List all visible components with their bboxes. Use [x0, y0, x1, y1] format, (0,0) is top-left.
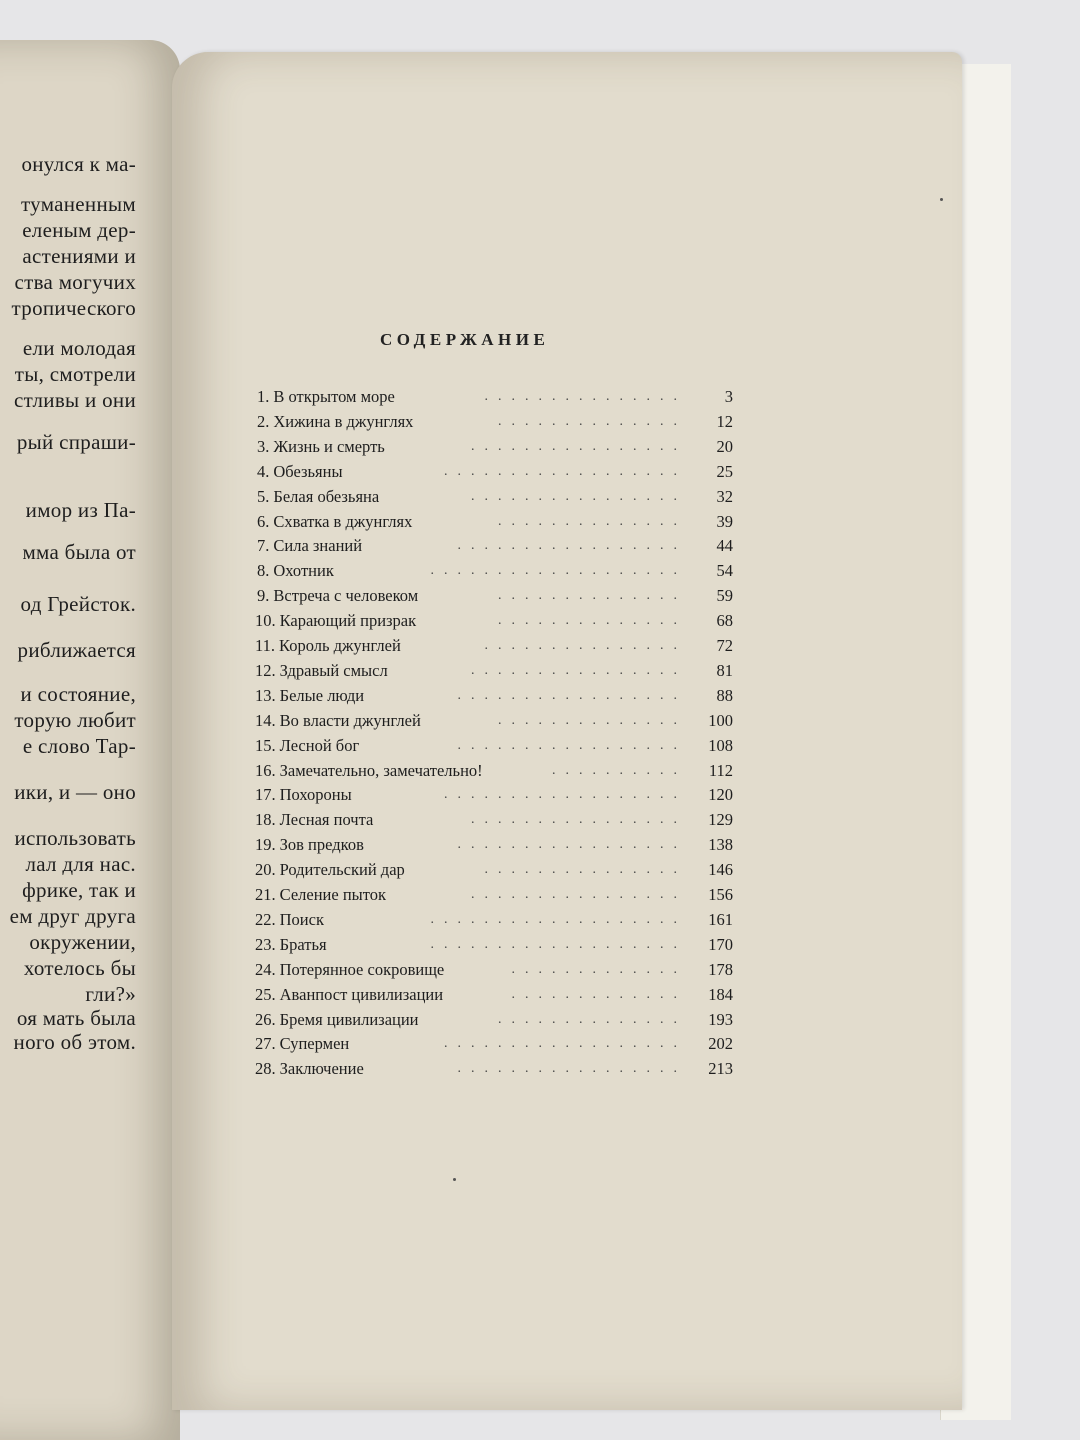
toc-entry-number: 10.: [255, 611, 276, 631]
toc-entry-page: 72: [716, 636, 733, 655]
toc-entry-title: Поиск: [279, 909, 324, 929]
toc-entry-page: 112: [708, 760, 733, 780]
left-page-line: лал для нас.: [25, 852, 136, 876]
toc-entry-title: Король джунглей: [279, 636, 401, 655]
toc-entry-number: 22.: [255, 909, 276, 929]
toc-entry: [255, 485, 733, 509]
toc-entry: [255, 1032, 733, 1056]
toc-entry-number: 7.: [257, 536, 270, 556]
toc-entry-page: 146: [708, 860, 733, 880]
toc-entry-page: 44: [716, 536, 733, 556]
toc-leader-dots: ..............: [498, 613, 687, 629]
left-page-line: ели молодая: [22, 336, 136, 360]
toc-entry-title: Заключение: [279, 1059, 364, 1079]
toc-entry-title: Замечательно, замечательно!: [279, 760, 483, 780]
toc-entry-page: 193: [708, 1009, 733, 1029]
toc-entry-page: 178: [708, 959, 733, 979]
toc-entry-page: 88: [716, 685, 733, 705]
toc-entry: [255, 783, 733, 807]
toc-entry: [255, 634, 733, 658]
toc-entry-number: 9.: [257, 586, 270, 606]
toc-leader-dots: .................: [457, 1061, 687, 1077]
toc-entry-number: 17.: [255, 785, 276, 805]
toc-entry-page: 120: [708, 785, 733, 805]
toc-entry-number: 28.: [255, 1059, 276, 1079]
left-page-line: гли?»: [85, 982, 136, 1006]
left-page-line: торую любит: [14, 708, 136, 732]
toc-entry: [255, 460, 733, 484]
toc-entry-page: 25: [716, 461, 733, 481]
left-page-line: ства могучих: [14, 270, 136, 294]
paper-speck: [940, 198, 943, 201]
toc-entry-title: Белая обезьяна: [273, 486, 380, 506]
toc-entry-number: 23.: [255, 934, 276, 954]
toc-entry-number: 14.: [255, 710, 276, 730]
toc-leader-dots: ...................: [430, 563, 687, 579]
toc-entry: [255, 833, 733, 857]
left-page-line: тропического: [11, 296, 136, 320]
toc-leader-dots: ..............: [498, 712, 687, 728]
left-page-line: имор из Па-: [25, 498, 136, 522]
toc-entry: [255, 908, 733, 932]
left-page-line: ем друг друга: [9, 904, 136, 928]
toc-entry-page: 138: [708, 835, 733, 855]
toc-leader-dots: .............: [511, 961, 687, 977]
toc-entry-title: Аванпост цивилизации: [279, 984, 444, 1004]
toc-leader-dots: ...................: [430, 911, 687, 927]
left-page-line: туманенным: [20, 192, 136, 216]
toc-entry-title: Карающий призрак: [279, 611, 417, 631]
toc-entry-number: 13.: [255, 685, 276, 705]
toc-entry-title: Зов предков: [279, 835, 364, 855]
toc-entry-title: Схватка в джунглях: [273, 511, 413, 531]
toc-entry: [255, 1008, 733, 1032]
toc-entry-page: 68: [716, 611, 733, 631]
left-page-line: астениями и: [22, 244, 136, 268]
toc-entry-title: В открытом море: [273, 387, 395, 406]
toc-entry-number: 12.: [255, 660, 276, 680]
toc-entry-number: 19.: [255, 835, 276, 855]
toc-leader-dots: ................: [471, 812, 687, 828]
toc-leader-dots: ..................: [444, 1036, 687, 1052]
toc-entry-title: Хижина в джунглях: [273, 411, 414, 431]
toc-entry-number: 21.: [255, 885, 276, 904]
toc-entry-number: 27.: [255, 1034, 276, 1054]
toc-leader-dots: ..............: [498, 513, 687, 529]
toc-title: СОДЕРЖАНИЕ: [380, 330, 550, 349]
toc-entry-page: 81: [716, 660, 733, 680]
toc-entry-page: 108: [708, 735, 733, 755]
toc-entry-page: 202: [708, 1034, 733, 1054]
toc-entry-title: Обезьяны: [273, 461, 343, 481]
toc-entry: [255, 958, 733, 982]
toc-entry-number: 5.: [257, 486, 270, 506]
toc-leader-dots: .................: [457, 737, 687, 753]
toc-entry-page: 54: [716, 561, 733, 581]
toc-entry-title: Охотник: [273, 561, 334, 581]
toc-entry-title: Белые люди: [279, 685, 365, 705]
toc-leader-dots: ..................: [444, 787, 687, 803]
left-page: [0, 40, 180, 1440]
toc-entry-page: 39: [716, 511, 733, 531]
toc-entry-title: Братья: [279, 934, 327, 954]
toc-leader-dots: ................: [471, 887, 687, 902]
toc-leader-dots: .............: [511, 986, 687, 1002]
toc-leader-dots: ..............: [498, 1011, 687, 1027]
toc-entry: [255, 609, 733, 633]
left-page-line: рый спраши-: [16, 430, 136, 454]
left-page-line: ты, смотрели: [14, 362, 136, 386]
toc-entry: [255, 659, 733, 683]
toc-leader-dots: ..............: [498, 588, 687, 604]
toc-entry-title: Родительский дар: [279, 860, 405, 880]
toc-entry-page: 100: [708, 710, 733, 730]
toc-entry-number: 3.: [257, 436, 270, 456]
toc-entry: [255, 759, 733, 783]
toc-entry-title: Лесная почта: [279, 810, 374, 830]
toc-entry: [255, 709, 733, 733]
toc-entry: [255, 385, 733, 409]
toc-entry-title: Жизнь и смерть: [273, 436, 385, 456]
toc-entry-number: 8.: [257, 561, 270, 581]
toc-entry-page: 156: [708, 885, 733, 904]
toc-entry-number: 26.: [255, 1009, 276, 1029]
toc-entry-page: 3: [724, 387, 733, 406]
left-page-line: хотелось бы: [23, 956, 136, 980]
toc-entry-page: 161: [708, 909, 733, 929]
paper-speck: [453, 1178, 456, 1181]
left-page-line: онулся к ма-: [21, 152, 136, 176]
toc-entry-title: Похороны: [279, 785, 352, 805]
toc-entry-title: Потерянное сокровище: [279, 959, 445, 979]
toc-entry-number: 15.: [255, 735, 276, 755]
toc-entry: [255, 435, 733, 459]
left-page-line: мма была от: [22, 540, 136, 564]
toc-entry-page: 129: [708, 810, 733, 830]
toc-entry: [255, 883, 733, 907]
toc-entry-page: 12: [716, 411, 733, 431]
toc-leader-dots: ...............: [484, 638, 687, 653]
toc-leader-dots: ..................: [444, 463, 687, 479]
toc-entry-number: 6.: [257, 511, 270, 531]
toc-entry-page: 213: [708, 1059, 733, 1079]
toc-entry-number: 1.: [257, 387, 270, 406]
toc-entry-title: Бремя цивилизации: [279, 1009, 419, 1029]
toc-entry: [255, 734, 733, 758]
left-page-line: окружении,: [29, 930, 136, 954]
toc-entry: [255, 559, 733, 583]
toc-leader-dots: ................: [471, 662, 687, 678]
toc-entry-page: 20: [716, 436, 733, 456]
toc-leader-dots: ................: [471, 438, 687, 454]
toc-leader-dots: .................: [457, 837, 687, 853]
toc-entry: [255, 808, 733, 832]
toc-entry-number: 24.: [255, 959, 276, 979]
left-page-line: ного об этом.: [13, 1030, 136, 1054]
toc-entry-title: Селение пыток: [279, 885, 386, 904]
toc-entry-page: 184: [708, 984, 733, 1004]
toc-leader-dots: .................: [457, 687, 687, 703]
toc-entry-page: 59: [716, 586, 733, 606]
toc-entry-number: 25.: [255, 984, 276, 1004]
left-page-line: ики, и — оно: [14, 780, 136, 804]
left-page-line: е слово Тар-: [22, 734, 136, 758]
toc-entry-page: 32: [716, 486, 733, 506]
left-page-line: од Грейсток.: [20, 592, 136, 616]
left-page-line: еленым дер-: [22, 218, 136, 242]
left-page-line: использовать: [14, 826, 136, 850]
toc-entry-title: Здравый смысл: [279, 660, 388, 680]
left-page-line: и состояние,: [20, 682, 136, 706]
left-page-line: риближается: [17, 638, 136, 662]
toc-entry-number: 2.: [257, 411, 270, 431]
left-page-line: стливы и они: [13, 388, 136, 412]
toc-leader-dots: ................: [471, 488, 687, 504]
left-page-line: оя мать была: [16, 1006, 136, 1030]
toc-entry: [255, 584, 733, 608]
toc-entry-number: 18.: [255, 810, 276, 830]
toc-entry-title: Лесной бог: [279, 735, 360, 755]
toc-entry: [255, 933, 733, 957]
toc-entry-number: 16.: [255, 760, 276, 780]
toc-entry: [255, 534, 733, 558]
toc-entry-title: Во власти джунглей: [279, 710, 421, 730]
toc-leader-dots: ...............: [484, 862, 687, 878]
toc-entry-title: Сила знаний: [273, 536, 363, 556]
toc-entry: [255, 983, 733, 1007]
toc-leader-dots: ..............: [498, 413, 687, 429]
toc-entry: [255, 510, 733, 534]
toc-leader-dots: .................: [457, 538, 687, 554]
toc-entry-title: Супермен: [279, 1034, 350, 1054]
toc-entry: [255, 410, 733, 434]
toc-leader-dots: ...................: [430, 936, 687, 952]
toc-entry-number: 20.: [255, 860, 276, 880]
toc-entry: [255, 684, 733, 708]
toc-entry-number: 11.: [255, 636, 276, 655]
toc-entry-page: 170: [708, 934, 733, 954]
left-page-line: фрике, так и: [22, 878, 136, 902]
toc-leader-dots: ...............: [484, 389, 687, 404]
toc-entry-number: 4.: [257, 461, 270, 481]
toc-entry: [255, 858, 733, 882]
toc-leader-dots: ..........: [552, 762, 687, 778]
toc-entry: [255, 1057, 733, 1081]
toc-entry-title: Встреча с человеком: [273, 586, 419, 606]
